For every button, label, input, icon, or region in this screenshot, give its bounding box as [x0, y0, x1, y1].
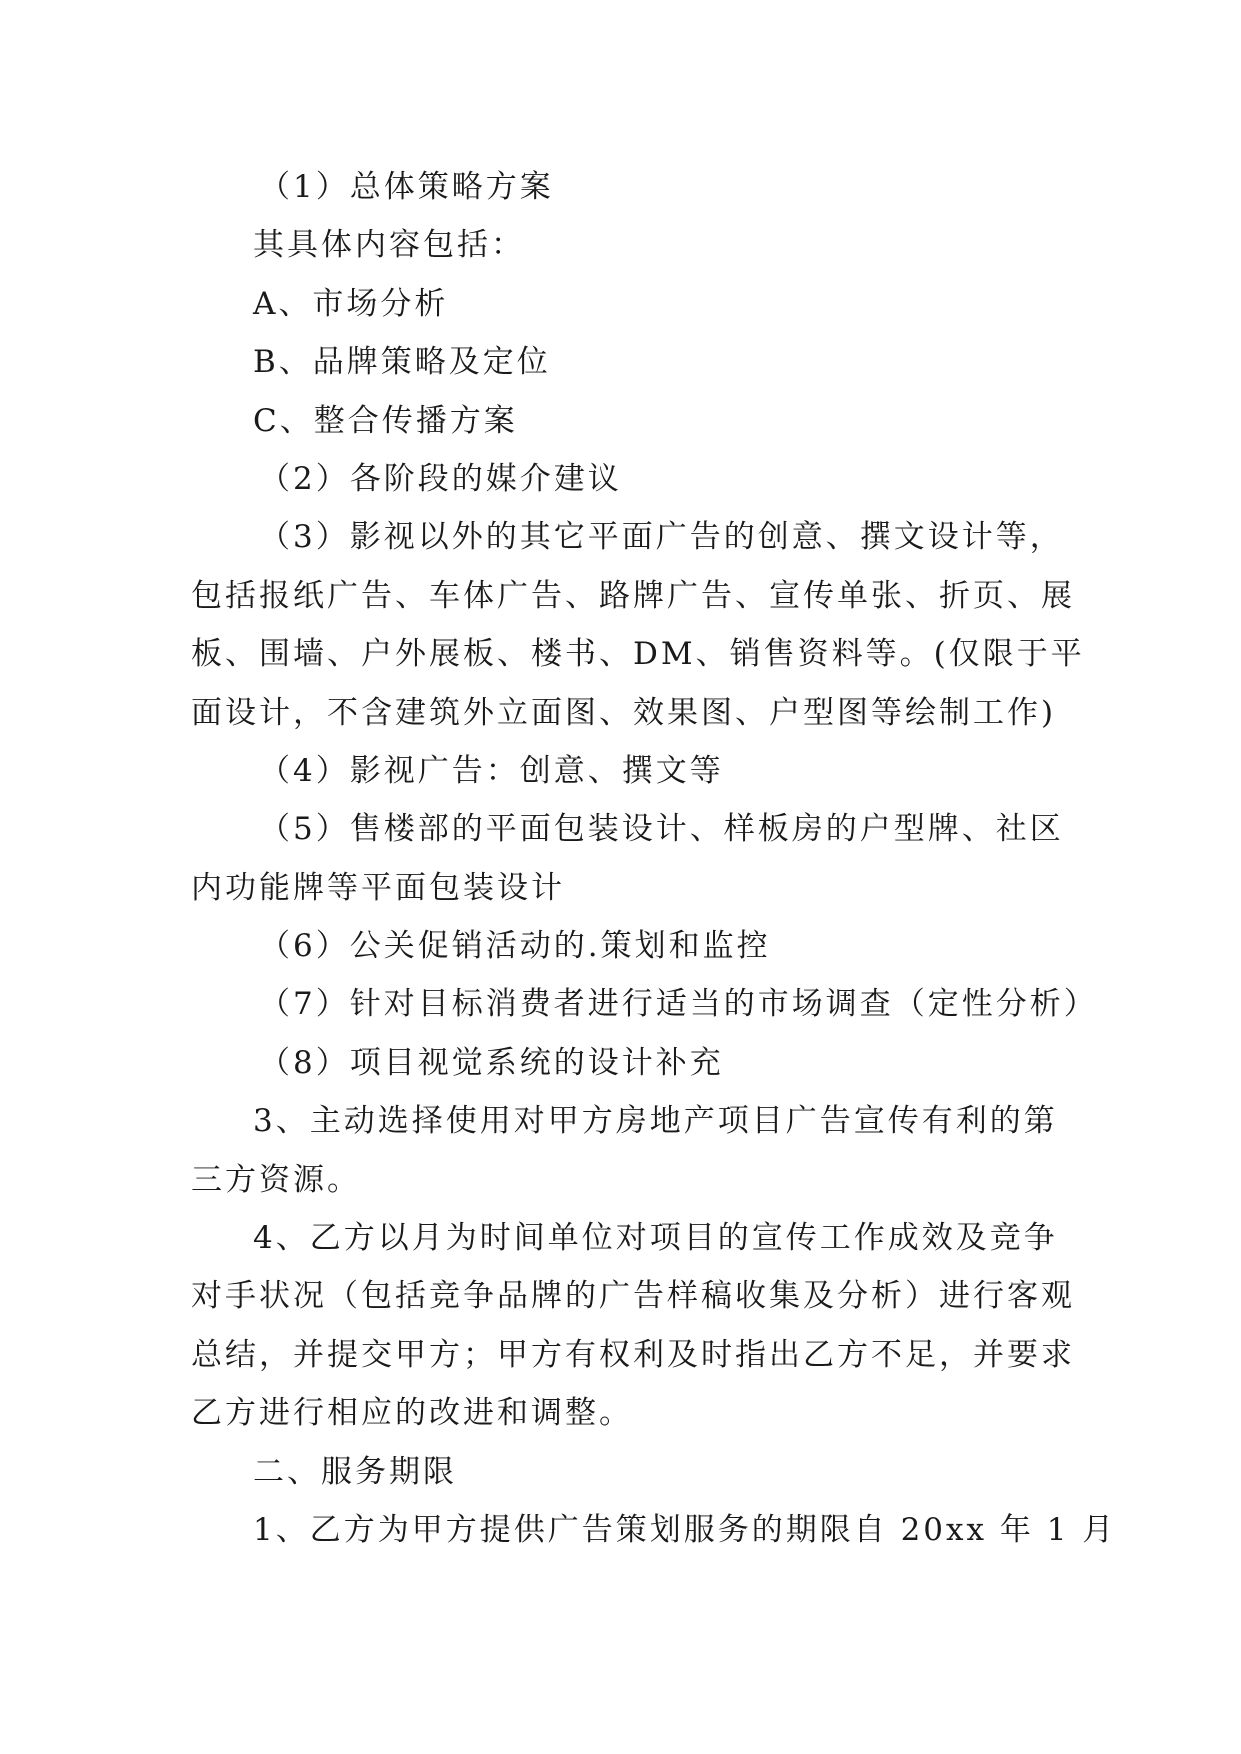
item-3-line-1: （3）影视以外的其它平面广告的创意、撰文设计等，	[259, 519, 1064, 556]
list-item-b: B、品牌策略及定位	[253, 344, 551, 381]
item-8-heading: （8）项目视觉系统的设计补充	[259, 1044, 724, 1081]
document-body	[191, 158, 1117, 1559]
item-3-line-2: 包括报纸广告、车体广告、路牌广告、宣传单张、折页、展	[191, 577, 1075, 614]
clause-3-line-1: 3、主动选择使用对甲方房地产项目广告宣传有利的第	[253, 1103, 1058, 1140]
item-6-heading: （6）公关促销活动的.策划和监控	[259, 928, 771, 965]
content-intro: 其具体内容包括：	[253, 227, 525, 264]
clause-4-line-4: 乙方进行相应的改进和调整。	[191, 1395, 633, 1432]
clause-4-line-3: 总结，并提交甲方；甲方有权利及时指出乙方不足，并要求	[191, 1336, 1075, 1373]
section-2-heading: 二、服务期限	[253, 1453, 457, 1490]
item-3-line-4: 面设计，不含建筑外立面图、效果图、户型图等绘制工作)	[191, 694, 1057, 731]
clause-3-line-2: 三方资源。	[191, 1161, 361, 1198]
list-item-a: A、市场分析	[253, 285, 449, 322]
term-clause-1: 1、乙方为甲方提供广告策划服务的期限自 20xx 年 1 月	[253, 1511, 1117, 1548]
clause-4-line-1: 4、乙方以月为时间单位对项目的宣传工作成效及竞争	[253, 1220, 1058, 1257]
item-2-heading: （2）各阶段的媒介建议	[259, 460, 622, 497]
item-4-heading: （4）影视广告：创意、撰文等	[259, 752, 724, 789]
item-3-line-3: 板、围墙、户外展板、楼书、DM、销售资料等。(仅限于平	[191, 636, 1085, 673]
item-7-heading: （7）针对目标消费者进行适当的市场调查（定性分析）	[259, 986, 1098, 1023]
item-1-heading: （1）总体策略方案	[259, 169, 554, 205]
item-5-line-2: 内功能牌等平面包装设计	[191, 869, 565, 906]
list-item-c: C、整合传播方案	[253, 402, 518, 439]
clause-4-line-2: 对手状况（包括竞争品牌的广告样稿收集及分析）进行客观	[191, 1278, 1075, 1315]
item-5-line-1: （5）售楼部的平面包装设计、样板房的户型牌、社区	[259, 811, 1064, 848]
